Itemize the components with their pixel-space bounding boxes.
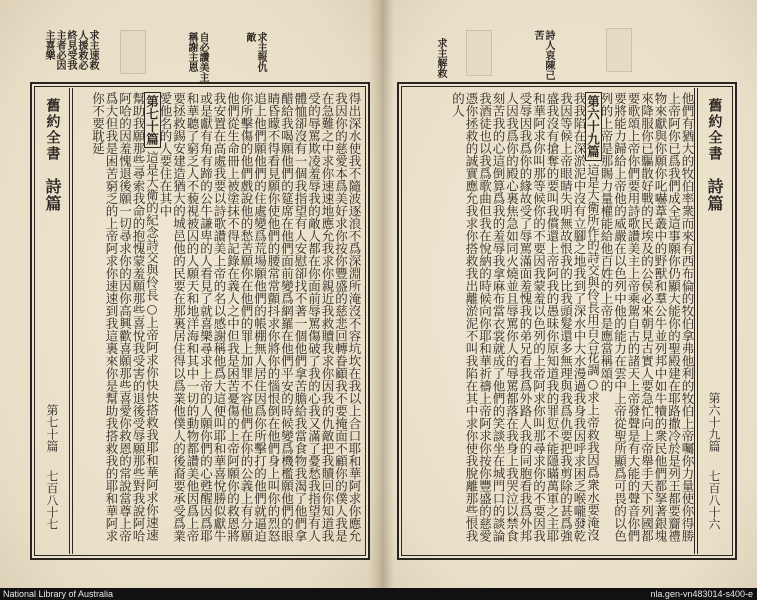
margin-note: 詩人哀陳己苦 (532, 30, 554, 80)
passage (451, 92, 600, 550)
passage-text: 這是大衛所作的詩交與伶長用百合花調○求上帝救我因爲衆水要淹沒我我陷在深淤泥中沒有立腳之地我到了深水中大水漫過我身我因呼求困乏喉嚨發乾我因等候上帝眼睛失明無故恨我的比我頭髮還多無理與我爲仇要把我剪除的甚爲強盛我沒有搶奪的要叫我償還上帝阿我的愚昧你原知道我的罪愆不能隱瞞萬軍之主耶和華阿求你叫那等候你的不要因我蒙羞以色列的上帝阿求你叫那尋求你的不要因我受辱因我爲你的緣故受了辱罵滿面羞愧我的弟兄看我爲外路人我的同胞看我爲外邦人因我爲你的殿心裏焦急如同火燒並且辱罵你人的辱罵都落在我身上我哭泣以禁食刻苦我的心這倒算爲我的羞辱我拿麻布當衣裳就成了他們的笑談坐在城門口的談論我酒徒也以我爲歌曲但我在悅納的時候向你耶和華祈禱上帝阿求你按你豐盛的慈愛憑你拯救的誠實應允我求你搭救我出離淤泥不叫我陷在其中求你使我脫離那些恨我的人 (450, 92, 601, 542)
section-title: 詩篇 (705, 178, 724, 212)
book-title: 舊約全書 (706, 98, 723, 162)
psalm-heading: 第七十篇 (144, 92, 161, 148)
passage (91, 92, 159, 550)
right-page-text (403, 88, 697, 554)
margin-note: 求主解救 (435, 38, 446, 78)
passage (159, 92, 362, 550)
right-page-header-column (697, 88, 731, 554)
page-number: 七百八十七 (45, 470, 59, 530)
footer-identifier: nla.gen-vn483014-s400-e (650, 589, 753, 599)
left-page-text (70, 88, 364, 554)
chapter-label: 第六十九篇 (707, 392, 721, 452)
right-page-frame (397, 82, 737, 560)
book-title: 舊約全書 (44, 98, 61, 162)
faint-seal-mark (606, 28, 632, 72)
passage-text: 得出深水使我不隨波逐浪不爲深淵所淹沒不容坑坎在我以上合口耶和華阿求你應允我因你的慈愛本爲美好求你按你豐盛的慈悲回轉眷顧我不要掩面不顧你的僕人我是在急難之中求你速速地應允我求你親近我救贖我求你因我的仇敵把我贖回你知道我受的辱罵欺凌羞辱我的敵人都在你面前辱罵傷破了我的心我又滿了憂愁我指望有人體恤卻沒有一個我指望有人安慰卻找不著一個他們拿苦膽給我當食物我渴了他們拿醋給我喝願他們的筵席在他們面前變爲網羅在他們平安的時候變爲機檻願他們的眼睛昏矇不得看見願你使他們的腰常常顫抖求你將你的惱恨倒在他們身上叫你的烈怒追上他們願他們的住處變爲荒場願他們的帳棚無人居住因爲你所擊打的他們就逼迫你所擊傷的他們戲說他的愁苦願你在他們的罪上加罪不容他們在你的公義上有分願他們從生命冊上被塗抹不得記錄在義人之中但我是困苦憂傷的上帝阿願你的救恩將我安置在高處我要以詩歌讚美上帝的名以感謝稱他爲大這便叫耶和華喜悅勝似獻牛或是獻有角有蹄的公牛謙卑的人看見了就喜樂尋求上帝的人願你們的心甦醒因爲耶和華聽了窮乏人不藐視被囚的人願天和地洋海和其中一切的動物都讚美他因爲上帝要拯救錫安建造猶大的城邑他的民要在那裏居住得以爲業他僕人的後裔要承受爲業愛他名的人要住在其中 (158, 92, 362, 542)
margin-note: 自必讚美主稱謝主恩 (186, 32, 208, 82)
footer-institution: National Library of Australia (3, 589, 114, 599)
chapter-label: 第七十篇 (45, 404, 59, 452)
margin-note: 求主報仇敵 (244, 32, 266, 72)
book-spine (368, 0, 394, 588)
margin-note: 求主速救人援救必終見受我主者必因主喜樂 (43, 30, 98, 70)
faint-seal-mark (120, 30, 146, 74)
left-page-header-column (36, 88, 70, 554)
passage-text: 這是大衛的紀念詩交與伶長○上帝阿求你快快搭救我耶和華阿求你速速幫助我願那些尋索我命的抱愧蒙羞願那些喜悅我受害的退後受辱願那些對我說阿哈阿哈的因羞愧退後願一切尋求你的因你高興歡喜願那些喜愛你救恩的常說當尊上帝爲大但我是困苦窮乏的上帝阿求你速速到我這裏來你是幫助我搭救我的耶和華阿求你不要耽延 (90, 92, 160, 542)
passage (600, 92, 695, 550)
psalm-heading: 第六十九篇 (585, 92, 602, 161)
scan-footer-bar (0, 588, 757, 600)
left-page-frame (30, 82, 370, 560)
section-title: 詩篇 (43, 178, 62, 212)
faint-seal-mark (466, 30, 492, 76)
passage-text: 他們有猶大的牧伯率衆而來有西布倫的牧伯拿弗他利的牧伯上帝囑你力量使你得勝上帝阿你已爲我們成全這事願你仍顯大能你的聖殿建在耶路撒冷於是列王都要齎禮物來獻與你願你叱嚇葦叢中的野獸和羣公牛並列邦中如牛犢的衆民他們都拏著銀塊來降服你已驅散好戰的民埃及的公侯必來朝見古實人要急忙向上帝舉手天下列國都要歌頌上帝你們要用詩歌讚美主上帝乘駕自古的諸天上帝發聲是有大能的聲音你們要將能力歸給上帝他的威嚴在以色列中他的能力在雲中上帝從聖所顯爲可畏的以色列的上帝是那賜力量權能給他百姓的上帝是應當稱頌的 (599, 92, 695, 542)
page-number: 七百八十六 (707, 470, 721, 530)
